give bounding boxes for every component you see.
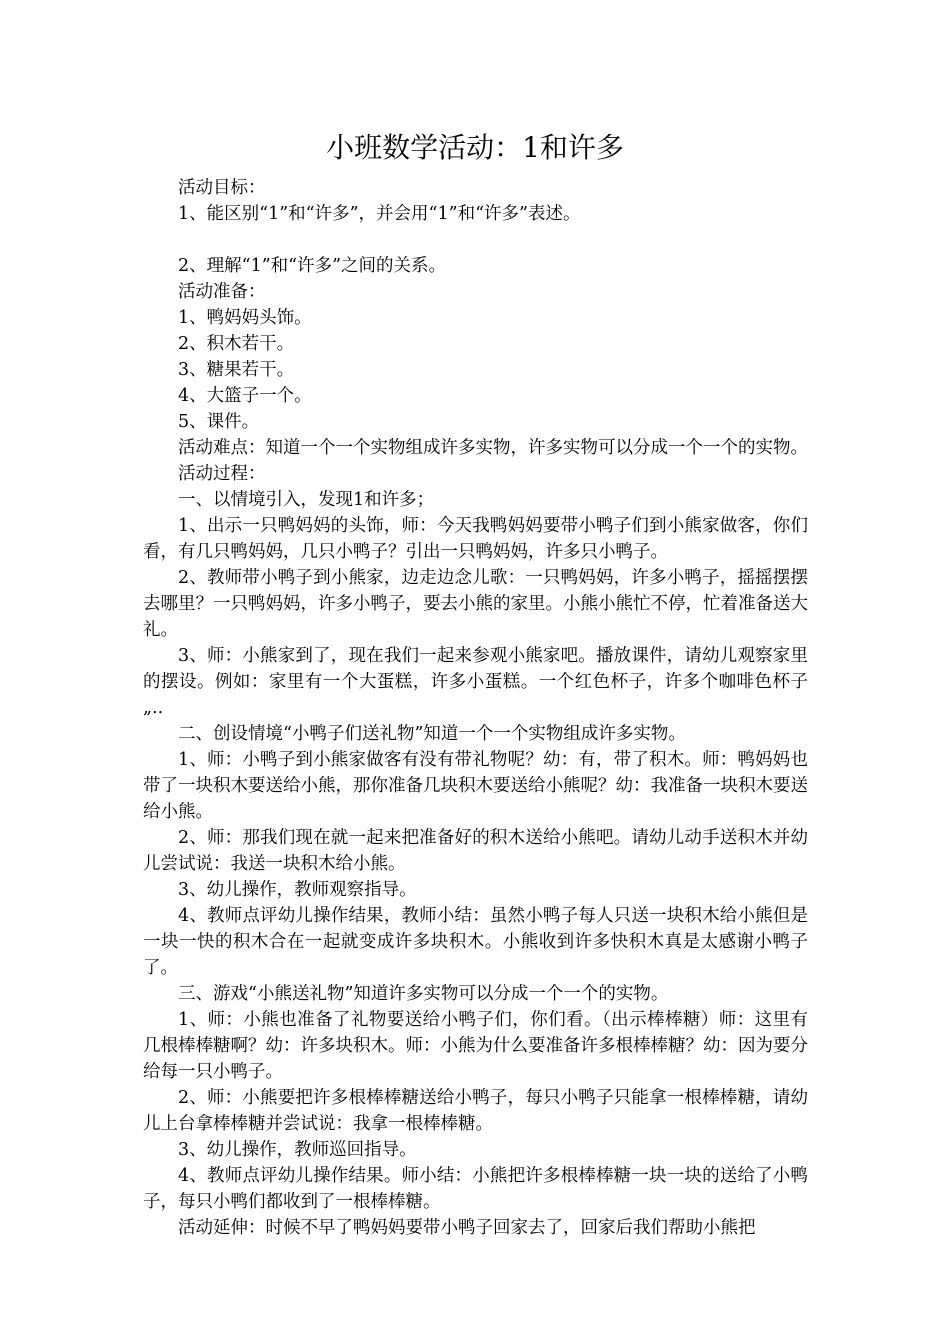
paragraph: 1、师：小鸭子到小熊家做客有没有带礼物呢？幼：有，带了积木。师：鸭妈妈也带了一块积木要送给小熊，那你准备几块积木要送给小熊呢？幼：我准备一块积木要送给小熊。 (143, 750, 808, 822)
section-heading-goals: 活动目标： (178, 178, 266, 198)
paragraph: 1、师：小熊也准备了礼物要送给小鸭子们，你们看。（出示棒棒糖）师：这里有几根棒棒糖啊？幼：许多块积木。师：小熊为什么要准备许多根棒棒糖？幼：因为要分给每一只小鸭子。 (143, 1010, 808, 1082)
paragraph: 1、能区别“1”和“许多”，并会用“1”和“许多”表述。 (178, 204, 581, 224)
document-title: 小班数学活动：1和许多 (326, 131, 624, 164)
paragraph: 4、教师点评幼儿操作结果，教师小结：虽然小鸭子每人只送一块积木给小熊但是一块一快的积木合在一起就变成许多块积木。小熊收到许多快积木真是太感谢小鸭子了。 (143, 906, 808, 978)
paragraph: 4、教师点评幼儿操作结果。师小结：小熊把许多根棒棒糖一块一块的送给了小鸭子，每只小鸭们都收到了一根棒棒糖。 (143, 1166, 808, 1212)
list-item: 4、大篮子一个。 (178, 386, 312, 406)
paragraph: 3、幼儿操作，教师观察指导。 (178, 880, 417, 900)
paragraph: 二、创设情境“小鸭子们送礼物”知道一个一个实物组成许多实物。 (178, 724, 686, 744)
document-body (143, 175, 808, 1241)
section-heading-preparation: 活动准备： (178, 282, 266, 302)
paragraph: 2、师：那我们现在就一起来把准备好的积木送给小熊吧。请幼儿动手送积木并幼儿尝试说：我送一块积木给小熊。 (143, 828, 808, 874)
paragraph: 2、教师带小鸭子到小熊家，边走边念儿歌：一只鸭妈妈，许多小鸭子，摇摇摆摆去哪里？一只鸭妈妈，许多小鸭子，要去小熊的家里。小熊小熊忙不停，忙着准备送大礼。 (143, 568, 808, 640)
paragraph: 3、师：小熊家到了，现在我们一起来参观小熊家吧。播放课件，请幼儿观察家里的摆设。例如：家里有一个大蛋糕，许多小蛋糕。一个红色杯子，许多个咖啡色杯子„.. (143, 646, 808, 718)
section-heading-process: 活动过程： (178, 464, 266, 484)
paragraph: 1、出示一只鸭妈妈的头饰，师：今天我鸭妈妈要带小鸭子们到小熊家做客，你们看，有几只鸭妈妈，几只小鸭子？引出一只鸭妈妈，许多只小鸭子。 (143, 516, 808, 562)
paragraph-difficulty: 活动难点：知道一个一个实物组成许多实物，许多实物可以分成一个一个的实物。 (178, 438, 808, 458)
list-item: 3、糖果若干。 (178, 360, 295, 380)
paragraph: 2、理解“1”和“许多”之间的关系。 (178, 256, 447, 276)
list-item: 5、课件。 (178, 412, 260, 432)
paragraph-extension: 活动延伸：时候不早了鸭妈妈要带小鸭子回家去了，回家后我们帮助小熊把 (178, 1218, 756, 1238)
paragraph: 2、师：小熊要把许多根棒棒糖送给小鸭子，每只小鸭子只能拿一根棒棒糖，请幼儿上台拿棒棒糖并尝试说：我拿一根棒棒糖。 (143, 1088, 808, 1134)
paragraph: 三、游戏“小熊送礼物”知道许多实物可以分成一个一个的实物。 (178, 984, 669, 1004)
list-item: 1、鸭妈妈头饰。 (178, 308, 312, 328)
paragraph: 一、以情境引入，发现1和许多； (178, 490, 435, 510)
paragraph: 3、幼儿操作，教师巡回指导。 (178, 1140, 417, 1160)
list-item: 2、积木若干。 (178, 334, 295, 354)
